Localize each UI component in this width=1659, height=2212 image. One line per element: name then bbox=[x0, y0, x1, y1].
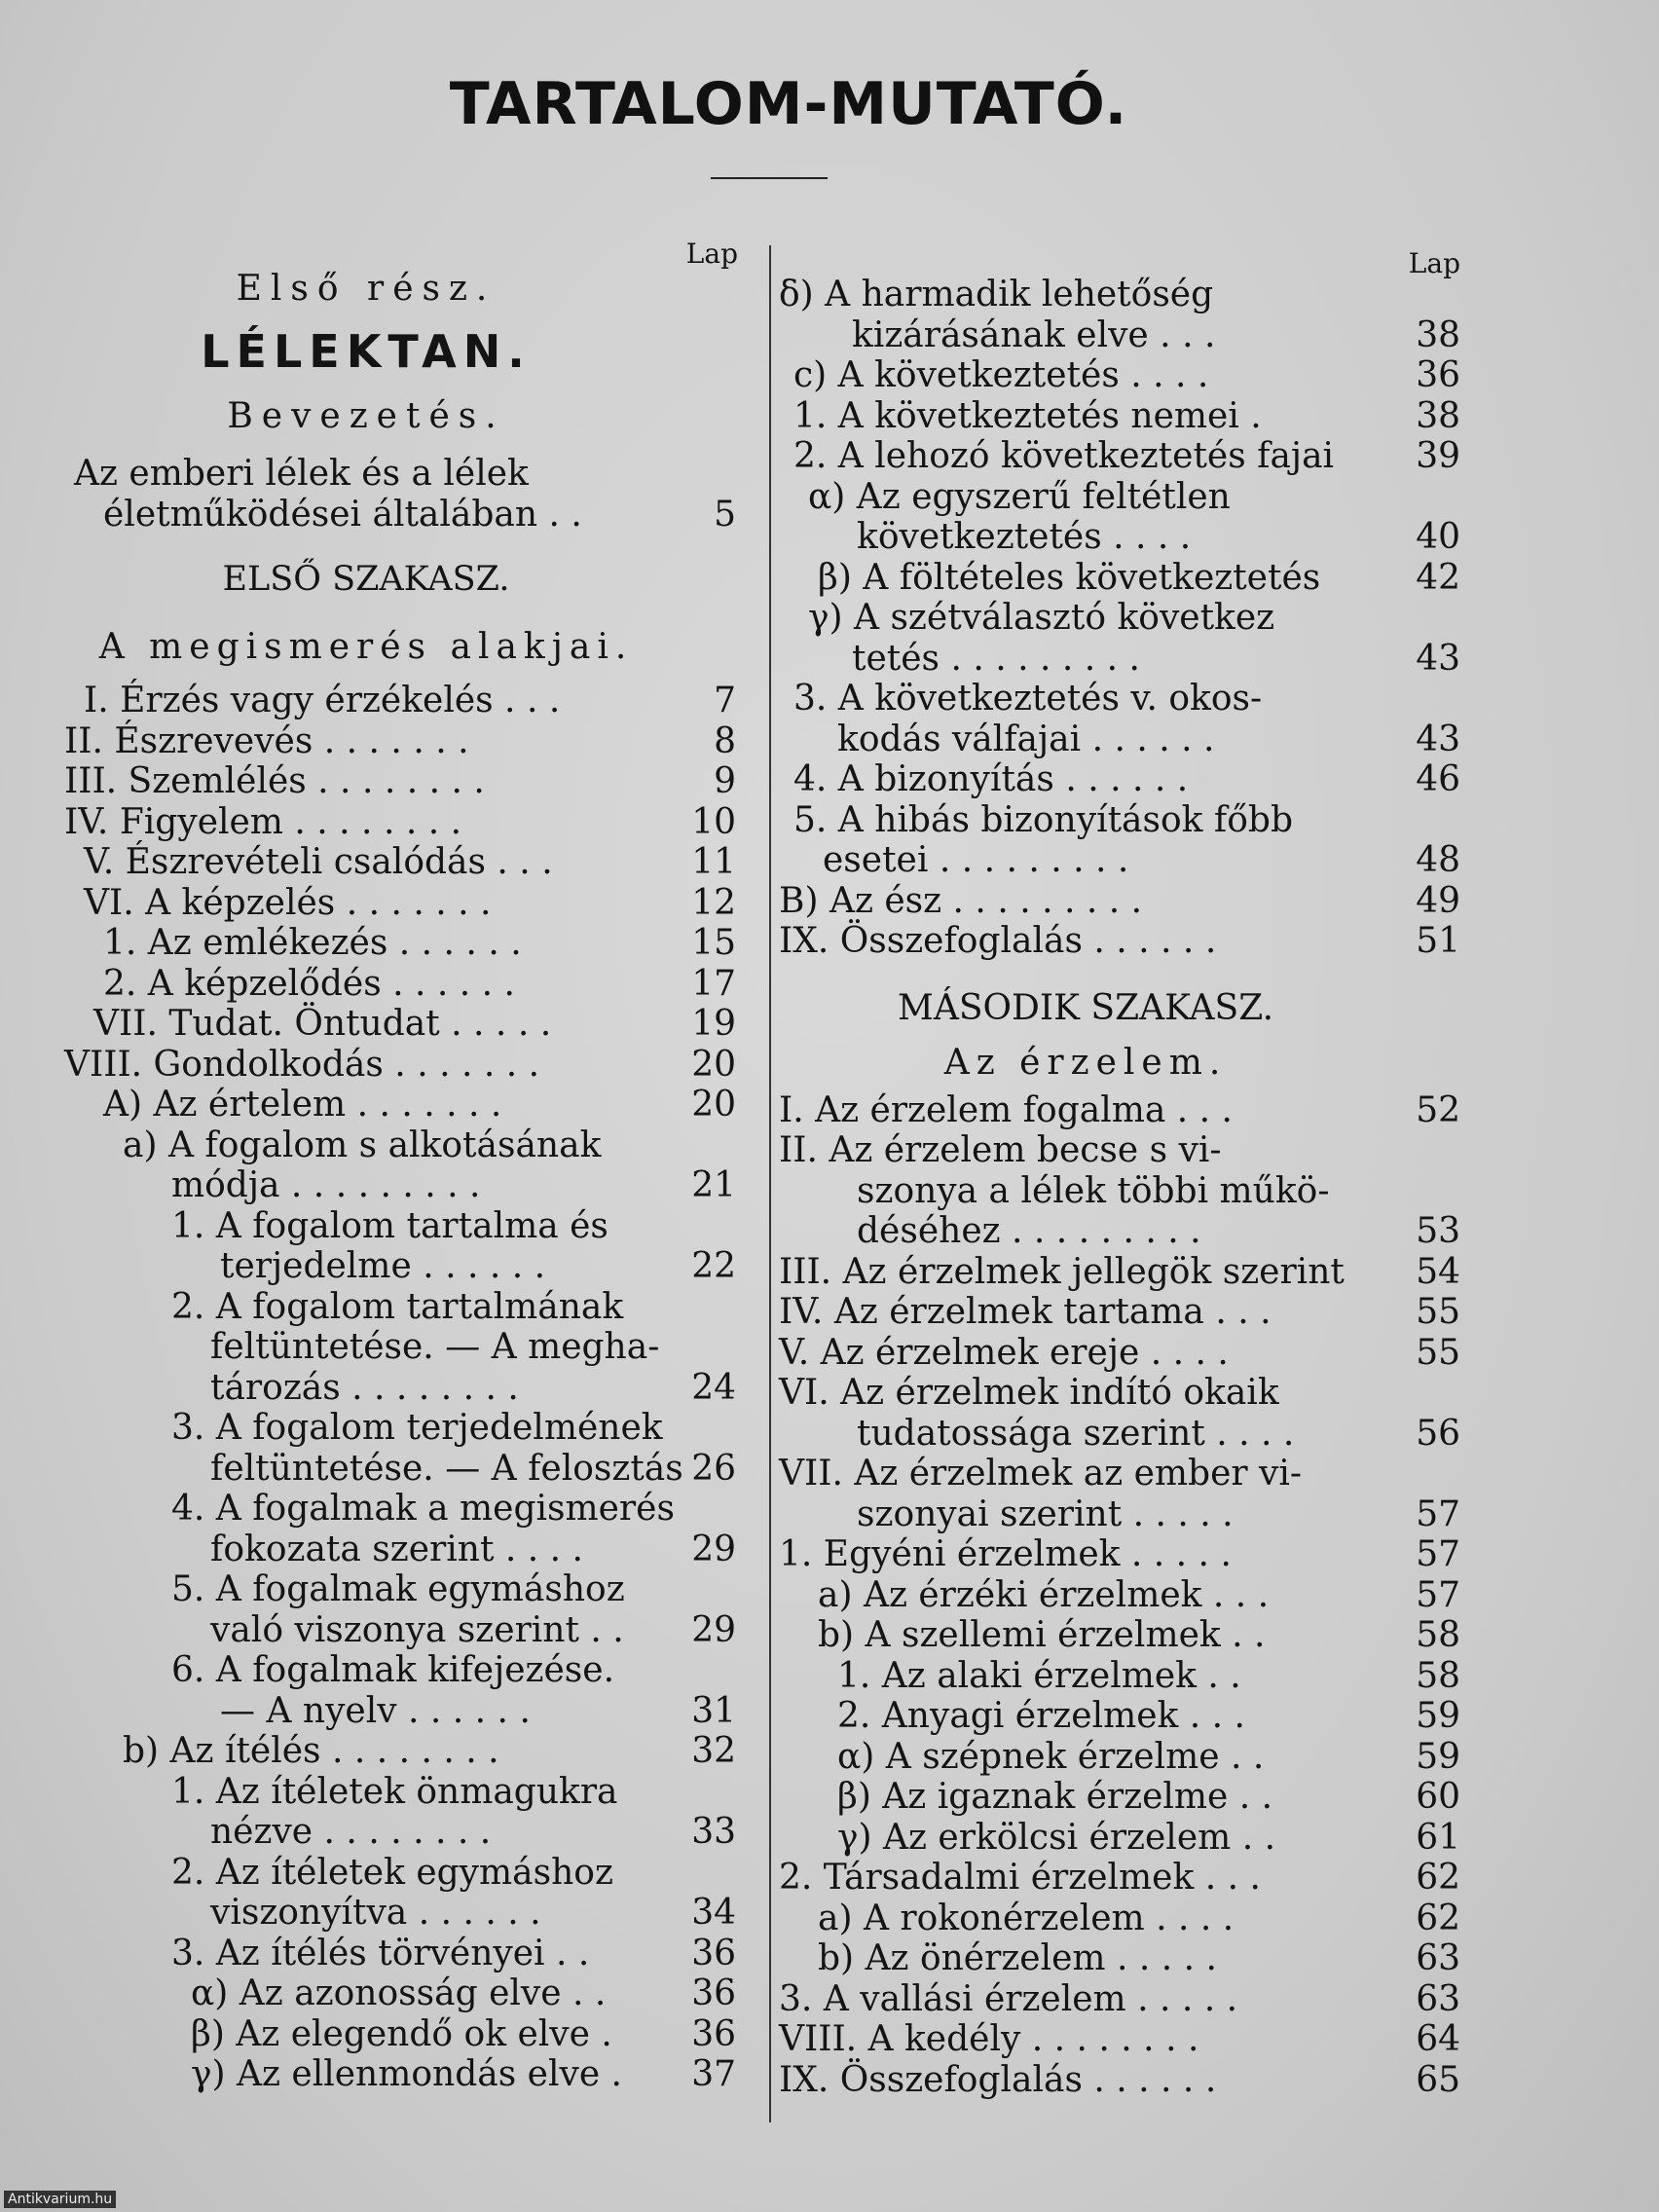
toc-entry-label: I. Érzés vagy érzékelés . . . bbox=[84, 681, 561, 720]
toc-row bbox=[64, 620, 736, 675]
toc-row bbox=[779, 1818, 1460, 1859]
toc-row bbox=[64, 721, 736, 762]
toc-entry-label: terjedelme . . . . . . bbox=[220, 1246, 546, 1286]
toc-page-number: 63 bbox=[1416, 1978, 1460, 2019]
toc-entry-label: γ) A szétválasztó következ bbox=[808, 598, 1275, 638]
toc-page-number: 65 bbox=[1416, 2059, 1460, 2100]
toc-page-number: 58 bbox=[1416, 1615, 1460, 1655]
toc-entry-label: II. Az érzelem becse s vi- bbox=[779, 1130, 1222, 1170]
toc-entry-label: 1. Az ítéletek önmagukra bbox=[171, 1771, 618, 1812]
title-rule bbox=[711, 177, 828, 179]
toc-row bbox=[779, 396, 1460, 437]
toc-row bbox=[64, 1045, 736, 1086]
toc-entry-label: ELSŐ SZAKASZ. bbox=[222, 560, 510, 599]
toc-row bbox=[779, 1292, 1460, 1333]
toc-row bbox=[64, 681, 736, 721]
toc-entry-label: β) A föltételes következtetés bbox=[818, 557, 1321, 598]
toc-page-number: 43 bbox=[1416, 638, 1460, 679]
toc-page-number: 57 bbox=[1416, 1493, 1460, 1534]
toc-page-number: 29 bbox=[691, 1609, 736, 1650]
toc-entry-label: szonya a lélek többi műkö- bbox=[857, 1170, 1330, 1211]
part-heading: Első rész. bbox=[236, 269, 497, 309]
toc-row bbox=[779, 2060, 1460, 2101]
toc-row bbox=[64, 552, 736, 607]
toc-row bbox=[779, 881, 1460, 922]
toc-row bbox=[64, 1530, 736, 1570]
toc-page-number: 15 bbox=[691, 923, 736, 963]
toc-entry-label: β) Az elegendő ok elve . bbox=[191, 2013, 612, 2054]
toc-row bbox=[779, 1899, 1460, 1939]
toc-row bbox=[64, 923, 736, 964]
toc-page-number: 22 bbox=[691, 1246, 736, 1286]
toc-page-number: 57 bbox=[1416, 1534, 1460, 1574]
toc-row bbox=[779, 1858, 1460, 1899]
toc-entry-label: való viszonya szerint . . bbox=[210, 1609, 624, 1650]
toc-page-number: 64 bbox=[1416, 2019, 1460, 2059]
toc-row bbox=[64, 1287, 736, 1328]
toc-entry-label: III. Az érzelmek jellegök szerint bbox=[779, 1251, 1345, 1292]
toc-page-number: 26 bbox=[691, 1448, 736, 1489]
toc-row bbox=[779, 1575, 1460, 1616]
toc-entry-label: életműködései általában . . bbox=[103, 494, 582, 535]
lap-header-right: Lap bbox=[1408, 247, 1460, 279]
toc-page-number: 34 bbox=[691, 1893, 736, 1933]
toc-entry-label: 1. Egyéni érzelmek . . . . . bbox=[779, 1534, 1232, 1574]
toc-row bbox=[64, 964, 736, 1005]
toc-page-number: 42 bbox=[1416, 557, 1460, 598]
toc-row bbox=[64, 1125, 736, 1166]
toc-entry-label: 4. A bizonyítás . . . . . . bbox=[793, 759, 1189, 799]
toc-entry-label: α) A szépnek érzelme . . bbox=[837, 1736, 1265, 1777]
toc-row bbox=[779, 315, 1460, 356]
toc-row bbox=[64, 1973, 736, 2014]
toc-row bbox=[64, 454, 736, 495]
toc-row bbox=[779, 840, 1460, 881]
toc-row bbox=[779, 1090, 1460, 1131]
toc-entry-label: fokozata szerint . . . . bbox=[210, 1529, 583, 1569]
toc-entry-label: tetés . . . . . . . . . bbox=[852, 638, 1140, 679]
toc-row bbox=[64, 842, 736, 883]
toc-page-number: 55 bbox=[1416, 1292, 1460, 1332]
toc-entry-label: 3. A fogalom terjedelmének bbox=[171, 1408, 663, 1448]
toc-row bbox=[779, 558, 1460, 599]
toc-entry-label: II. Észrevevés . . . . . . . bbox=[64, 720, 469, 761]
toc-row bbox=[64, 1731, 736, 1772]
toc-page-number: 21 bbox=[691, 1165, 736, 1205]
toc-row bbox=[779, 1696, 1460, 1737]
toc-row bbox=[779, 1373, 1460, 1414]
toc-page-number: 52 bbox=[1416, 1089, 1460, 1130]
toc-page-number: 62 bbox=[1416, 1898, 1460, 1938]
toc-row bbox=[779, 1171, 1460, 1212]
toc-page-number: 8 bbox=[714, 720, 736, 761]
toc-row bbox=[779, 355, 1460, 396]
toc-page-number: 63 bbox=[1416, 1938, 1460, 1978]
toc-page-number: 62 bbox=[1416, 1858, 1460, 1898]
toc-entry-label: δ) A harmadik lehetőség bbox=[779, 275, 1214, 314]
toc-entry-label: IX. Összefoglalás . . . . . . bbox=[779, 921, 1217, 961]
toc-row bbox=[779, 981, 1460, 1036]
toc-entry-label: 2. A fogalom tartalmának bbox=[171, 1286, 624, 1327]
toc-page-number: 20 bbox=[691, 1085, 736, 1124]
toc-row bbox=[64, 1489, 736, 1530]
toc-page-number: 58 bbox=[1416, 1655, 1460, 1696]
toc-entry-label: MÁSODIK SZAKASZ. bbox=[897, 987, 1274, 1028]
toc-entry-label: 2. Az ítéletek egymáshoz bbox=[171, 1852, 613, 1893]
toc-entry-label: IV. Figyelem . . . . . . . . bbox=[64, 801, 462, 842]
watermark: Antikvarium.hu bbox=[4, 2191, 116, 2208]
toc-entry-label: γ) Az erkölcsi érzelem . . bbox=[837, 1817, 1276, 1858]
toc-row bbox=[64, 1408, 736, 1449]
toc-entry-label: B) Az ész . . . . . . . . . bbox=[779, 880, 1143, 921]
toc-entry-label: 3. A vallási érzelem . . . . . bbox=[779, 1978, 1238, 2019]
right-toc-list bbox=[779, 275, 1460, 2100]
toc-page-number: 54 bbox=[1416, 1251, 1460, 1292]
toc-row bbox=[779, 1656, 1460, 1697]
toc-entry-label: 1. A következtetés nemei . bbox=[793, 395, 1262, 436]
subject-heading: LÉLEKTAN. bbox=[201, 325, 532, 378]
toc-entry-label: IX. Összefoglalás . . . . . . bbox=[779, 2059, 1217, 2100]
page-title: TARTALOM-MUTATÓ. bbox=[449, 70, 1128, 138]
column-divider bbox=[769, 245, 771, 2122]
toc-row bbox=[779, 1414, 1460, 1455]
toc-row bbox=[779, 2019, 1460, 2060]
toc-row bbox=[779, 1938, 1460, 1979]
toc-row bbox=[64, 1691, 736, 1732]
toc-entry-label: 2. Társadalmi érzelmek . . . bbox=[779, 1858, 1261, 1898]
toc-page-number: 43 bbox=[1416, 719, 1460, 759]
toc-page-number: 40 bbox=[1416, 517, 1460, 557]
toc-row bbox=[779, 1534, 1460, 1575]
toc-row bbox=[779, 1777, 1460, 1818]
toc-row bbox=[779, 1252, 1460, 1293]
toc-page-number: 36 bbox=[691, 2013, 736, 2054]
toc-entry-label: 2. A lehozó következtetés fajai bbox=[793, 436, 1335, 476]
toc-page-number: 51 bbox=[1416, 921, 1460, 961]
toc-row bbox=[779, 1130, 1460, 1171]
toc-page-number: 17 bbox=[691, 963, 736, 1004]
toc-entry-label: Az érzelem. bbox=[943, 1042, 1228, 1083]
toc-page-number: 37 bbox=[691, 2054, 736, 2094]
toc-page-number: 31 bbox=[691, 1690, 736, 1731]
toc-row bbox=[64, 2054, 736, 2095]
toc-row bbox=[779, 1737, 1460, 1778]
toc-entry-label: kizárásának elve . . . bbox=[852, 314, 1216, 355]
toc-row bbox=[779, 517, 1460, 558]
toc-entry-label: Az emberi lélek és a lélek bbox=[74, 454, 529, 494]
toc-entry-label: 3. Az ítélés törvényei . . bbox=[171, 1933, 590, 1973]
toc-entry-label: — A nyelv . . . . . . bbox=[220, 1690, 531, 1731]
toc-row bbox=[64, 1246, 736, 1287]
toc-entry-label: A) Az értelem . . . . . . . bbox=[103, 1085, 502, 1124]
toc-entry-label: 3. A következtetés v. okos- bbox=[793, 679, 1263, 719]
toc-entry-label: feltüntetése. — A felosztás bbox=[210, 1448, 683, 1489]
intro-heading: Bevezetés. bbox=[227, 396, 505, 436]
toc-entry-label: szonyai szerint . . . . . bbox=[857, 1493, 1234, 1534]
toc-page-number: 61 bbox=[1416, 1817, 1460, 1858]
toc-entry-label: nézve . . . . . . . . bbox=[210, 1812, 492, 1852]
toc-row bbox=[779, 679, 1460, 719]
toc-row bbox=[64, 1853, 736, 1894]
toc-page-number: 10 bbox=[691, 801, 736, 842]
toc-row bbox=[64, 1610, 736, 1651]
toc-row bbox=[64, 1569, 736, 1610]
toc-entry-label: következtetés . . . . bbox=[857, 517, 1192, 557]
toc-entry-label: 4. A fogalmak a megismerés bbox=[171, 1489, 675, 1529]
toc-row bbox=[64, 1449, 736, 1490]
toc-entry-label: a) A fogalom s alkotásának bbox=[123, 1124, 602, 1165]
right-column bbox=[779, 243, 1460, 2100]
toc-row bbox=[779, 436, 1460, 477]
toc-entry-label: α) Az azonosság elve . . bbox=[191, 1973, 607, 2013]
toc-page-number: 36 bbox=[691, 1933, 736, 1973]
toc-entry-label: γ) Az ellenmondás elve . bbox=[191, 2054, 623, 2094]
toc-row bbox=[779, 1211, 1460, 1252]
toc-entry-label: a) Az érzéki érzelmek . . . bbox=[818, 1574, 1270, 1615]
toc-row bbox=[779, 275, 1460, 315]
toc-entry-label: VI. Az érzelmek indító okaik bbox=[779, 1373, 1279, 1413]
toc-row bbox=[779, 759, 1460, 800]
toc-row bbox=[64, 1934, 736, 1974]
toc-row bbox=[64, 1085, 736, 1125]
toc-page-number: 57 bbox=[1416, 1574, 1460, 1615]
toc-entry-label: VIII. Gondolkodás . . . . . . . bbox=[64, 1044, 540, 1085]
left-column bbox=[64, 234, 736, 2095]
toc-entry-label: VI. A képzelés . . . . . . . bbox=[84, 882, 492, 923]
toc-entry-label: kodás válfajai . . . . . . bbox=[837, 719, 1215, 759]
toc-row bbox=[779, 1454, 1460, 1494]
toc-row bbox=[64, 761, 736, 802]
toc-page-number: 38 bbox=[1416, 314, 1460, 355]
toc-page-number: 33 bbox=[691, 1812, 736, 1852]
toc-entry-label: feltüntetése. — A megha- bbox=[210, 1327, 660, 1367]
toc-entry-label: 5. A fogalmak egymáshoz bbox=[171, 1569, 625, 1609]
left-toc-list bbox=[64, 454, 736, 2095]
toc-entry-label: VIII. A kedély . . . . . . . . bbox=[779, 2019, 1199, 2059]
toc-entry-label: β) Az igaznak érzelme . . bbox=[837, 1777, 1273, 1817]
toc-row bbox=[779, 800, 1460, 841]
toc-entry-label: IV. Az érzelmek tartama . . . bbox=[779, 1292, 1272, 1332]
toc-page-number: 46 bbox=[1416, 759, 1460, 799]
toc-row bbox=[64, 1893, 736, 1934]
toc-entry-label: 2. A képzelődés . . . . . . bbox=[103, 963, 515, 1004]
toc-row bbox=[64, 1165, 736, 1206]
toc-row bbox=[779, 1494, 1460, 1535]
toc-row bbox=[779, 1036, 1460, 1090]
toc-entry-label: b) A szellemi érzelmek . . bbox=[818, 1615, 1266, 1655]
toc-page-number: 49 bbox=[1416, 880, 1460, 921]
toc-entry-label: c) A következtetés . . . . bbox=[793, 355, 1209, 395]
toc-page-number: 53 bbox=[1416, 1211, 1460, 1251]
toc-page-number: 12 bbox=[691, 882, 736, 923]
toc-entry-label: 5. A hibás bizonyítások főbb bbox=[793, 799, 1294, 840]
toc-page-number: 36 bbox=[691, 1973, 736, 2013]
toc-entry-label: VII. Tudat. Öntudat . . . . . bbox=[93, 1004, 552, 1044]
toc-row bbox=[779, 598, 1460, 639]
toc-entry-label: V. Észrevételi csalódás . . . bbox=[84, 842, 553, 882]
toc-row bbox=[64, 802, 736, 843]
toc-entry-label: VII. Az érzelmek az ember vi- bbox=[779, 1454, 1303, 1493]
toc-entry-label: 1. A fogalom tartalma és bbox=[171, 1205, 608, 1246]
toc-entry-label: V. Az érzelmek ereje . . . . bbox=[779, 1332, 1229, 1373]
toc-entry-label: déséhez . . . . . . . . . bbox=[857, 1211, 1201, 1251]
toc-entry-label: viszonyítva . . . . . . bbox=[210, 1893, 541, 1933]
toc-page-number: 7 bbox=[714, 681, 736, 720]
toc-page-number: 9 bbox=[714, 761, 736, 801]
toc-page-number: 56 bbox=[1416, 1413, 1460, 1454]
toc-page-number: 60 bbox=[1416, 1777, 1460, 1817]
toc-row bbox=[64, 883, 736, 924]
toc-row bbox=[64, 1812, 736, 1853]
toc-row bbox=[64, 495, 736, 535]
toc-entry-label: esetei . . . . . . . . . bbox=[823, 840, 1129, 880]
toc-page-number: 59 bbox=[1416, 1736, 1460, 1777]
toc-row bbox=[64, 1368, 736, 1409]
toc-page-number: 36 bbox=[1416, 355, 1460, 395]
toc-entry-label: 1. Az alaki érzelmek . . bbox=[837, 1655, 1241, 1696]
toc-row bbox=[779, 719, 1460, 760]
toc-page-number: 59 bbox=[1416, 1696, 1460, 1736]
toc-page-number: 5 bbox=[714, 494, 736, 535]
toc-row bbox=[779, 1333, 1460, 1374]
toc-row bbox=[64, 1327, 736, 1368]
toc-page-number: 24 bbox=[691, 1367, 736, 1408]
toc-entry-label: módja . . . . . . . . . bbox=[171, 1165, 481, 1205]
toc-page-number: 11 bbox=[691, 842, 736, 882]
toc-row bbox=[64, 1650, 736, 1691]
toc-page-number: 48 bbox=[1416, 840, 1460, 880]
toc-row bbox=[779, 1615, 1460, 1656]
toc-row bbox=[779, 639, 1460, 680]
toc-entry-label: 2. Anyagi érzelmek . . . bbox=[837, 1696, 1245, 1736]
toc-row bbox=[64, 1206, 736, 1247]
toc-row bbox=[64, 2014, 736, 2055]
toc-entry-label: 6. A fogalmak kifejezése. bbox=[171, 1650, 615, 1690]
toc-page-number: 32 bbox=[691, 1731, 736, 1771]
toc-entry-label: α) Az egyszerű feltétlen bbox=[808, 476, 1231, 517]
toc-page-number: 19 bbox=[691, 1004, 736, 1044]
toc-page-number: 29 bbox=[691, 1529, 736, 1569]
toc-row bbox=[779, 477, 1460, 518]
toc-entry-label: tározás . . . . . . . . bbox=[210, 1367, 519, 1408]
toc-row bbox=[779, 1979, 1460, 2020]
toc-entry-label: b) Az ítélés . . . . . . . . bbox=[123, 1731, 499, 1771]
toc-row bbox=[779, 962, 1460, 981]
toc-entry-label: b) Az önérzelem . . . . . bbox=[818, 1938, 1217, 1978]
toc-entry-label: I. Az érzelem fogalma . . . bbox=[779, 1089, 1233, 1130]
toc-entry-label: tudatossága szerint . . . . bbox=[857, 1413, 1295, 1454]
toc-entry-label: A megismerés alakjai. bbox=[98, 627, 634, 667]
toc-row bbox=[779, 921, 1460, 962]
toc-page-number: 20 bbox=[691, 1044, 736, 1085]
toc-page-number: 55 bbox=[1416, 1332, 1460, 1373]
toc-page-number: 38 bbox=[1416, 395, 1460, 436]
toc-entry-label: a) A rokonérzelem . . . . bbox=[818, 1898, 1235, 1938]
toc-row bbox=[64, 1772, 736, 1813]
toc-page-number: 39 bbox=[1416, 436, 1460, 476]
toc-row bbox=[64, 1004, 736, 1045]
toc-entry-label: III. Szemlélés . . . . . . . . bbox=[64, 761, 485, 801]
toc-entry-label: 1. Az emlékezés . . . . . . bbox=[103, 923, 522, 963]
lap-header-left: Lap bbox=[685, 238, 738, 270]
